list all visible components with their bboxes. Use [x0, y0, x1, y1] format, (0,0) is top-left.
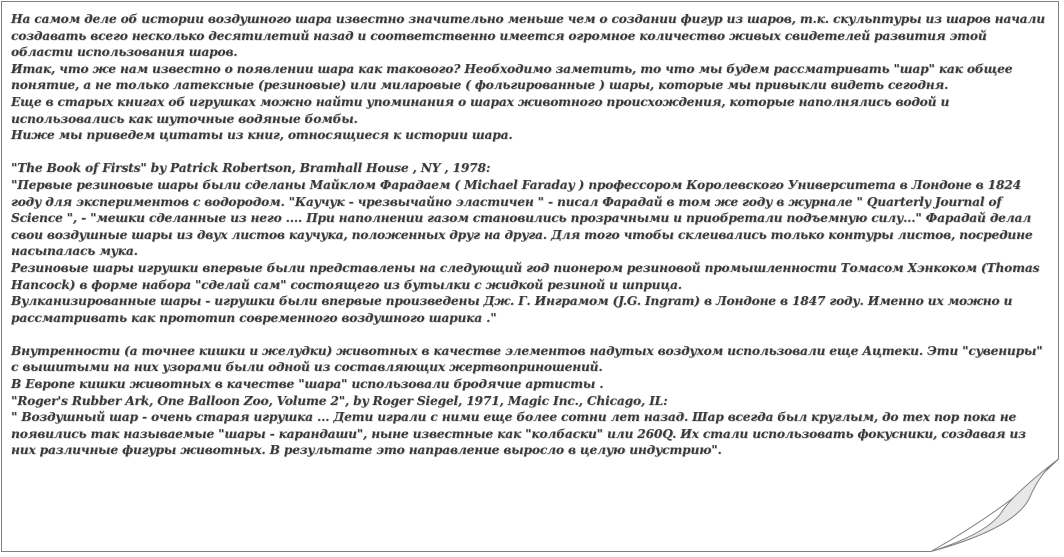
- note-text: [11, 11, 1051, 459]
- paragraph-source-book-of-firsts: "The Book of Firsts" by Patrick Robertson, Bramhall House , NY , 1978:: [11, 161, 491, 176]
- paragraph-old-toy: " Воздушный шар - очень старая игрушка ... Дети играли с ними еще более сотни лет назад. Шар всегда был круглым, до тех пор пока не появились так называемые "шары - карандаши", ныне известные как "колбаски" или 260Q. Их стали использовать фокусники, создавая из них различные фигуры животных. В результате это направление выросло в целую индустрию".: [11, 410, 1026, 458]
- blank-line: [11, 144, 1051, 161]
- paragraph-source-rubber-ark: "Roger's Rubber Ark, One Balloon Zoo, Volume 2", by Roger Siegel, 1971, Magic Inc., Chicago, IL:: [11, 393, 668, 408]
- paragraph-quotes-intro: Ниже мы приведем цитаты из книг, относящиеся к истории шара.: [11, 128, 513, 143]
- paragraph-hancock: Резиновые шары игрушки впервые были представлены на следующий год пионером резиновой промышленности Томасом Хэнкоком (Thomas Hancock) в форме набора "сделай сам" состоящего из бутылки с жидкой резиной и шприца.: [11, 260, 1040, 292]
- paragraph-question: Итак, что же нам известно о появлении шара как такового? Необходимо заметить, то что мы будем рассматривать "шар" как общее понятие, а не только латексные (резиновые) или миларовые ( фольгированные ) шары, которые мы привыкли видеть сегодня.: [11, 61, 1013, 93]
- folded-note-shape: [1, 1, 1059, 552]
- paragraph-aztecs: Внутренности (а точнее кишки и желудки) животных в качестве элементов надутых воздухом использовали еще Ацтеки. Эти "сувениры" с вышитыми на них узорами были одной из составляющих жертвоприношений.: [11, 343, 1043, 375]
- paragraph-europe: В Европе кишки животных в качестве "шара" использовали бродячие артисты .: [11, 377, 604, 392]
- paragraph-ingram: Вулканизированные шары - игрушки были впервые произведены Дж. Г. Инграмом (J.G. Ingram) в Лондоне в 1847 году. Именно их можно и рассматривать как прототип современного воздушного шарика .": [11, 294, 1013, 325]
- paragraph-faraday: "Первые резиновые шары были сделаны Майклом Фарадаем ( Michael Faraday ) профессором Королевского Университета в Лондоне в 1824 году для экспериментов с водородом. "Каучук - чрезвычайно эластичен " - писал Фарадай в том же году в журнале " Quarterly Journal of Science ", - "мешки сделанные из него .... При наполнении газом становились прозрачными и приобретали подъемную силу..." Фарадай делал свои воздушные шары из двух листов каучука, положенных друг на друга. Для того чтобы склеивались только контуры листов, посредине насыпалась мука.: [11, 177, 1033, 259]
- blank-line: [11, 326, 1051, 343]
- paragraph-intro: На самом деле об истории воздушного шара известно значительно меньше чем о создании фигур из шаров, т.к. скульптуры из шаров начали создавать всего несколько десятилетий назад и соответственно имеется огромное количество живых свидетелей развития этой области использования шаров.: [11, 12, 1045, 60]
- paragraph-old-books: Еще в старых книгах об игрушках можно найти упоминания о шарах животного происхождения, которые наполнялись водой и использовались как шуточные водяные бомбы.: [11, 94, 950, 126]
